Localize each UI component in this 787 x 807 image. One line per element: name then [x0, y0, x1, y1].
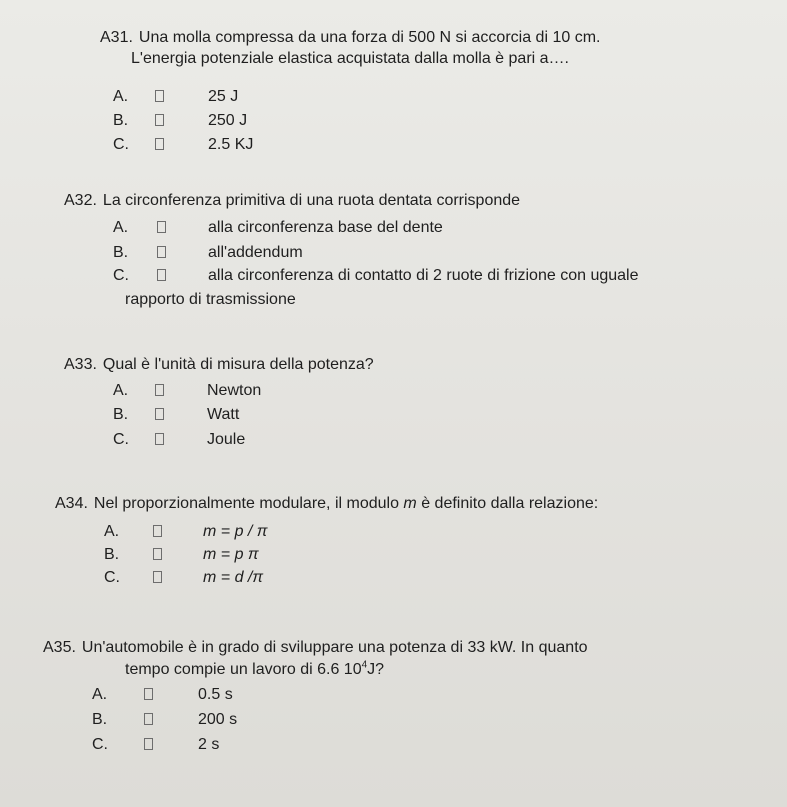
- option-c[interactable]: [113, 266, 753, 285]
- option-a[interactable]: [113, 87, 413, 106]
- option-b[interactable]: [113, 405, 413, 424]
- option-text: alla circonferenza di contatto di 2 ruote di frizione con uguale: [208, 267, 639, 284]
- option-letter: A.: [92, 686, 108, 703]
- option-c[interactable]: [113, 135, 413, 154]
- checkbox-icon[interactable]: [155, 90, 164, 102]
- checkbox-icon[interactable]: [157, 221, 166, 233]
- option-letter: B.: [104, 546, 120, 563]
- question-number: A35.: [43, 639, 76, 656]
- question-a35: [43, 638, 778, 657]
- option-c[interactable]: [113, 430, 413, 449]
- question-line-1-pre: Nel proporzionalmente modulare, il modulo: [93, 495, 404, 512]
- question-a32: [64, 191, 764, 210]
- option-a[interactable]: [113, 218, 713, 237]
- question-line-1: Un'automobile è in grado di sviluppare una potenza di 33 kW. In quanto: [81, 639, 588, 656]
- checkbox-icon[interactable]: [157, 269, 166, 281]
- option-b[interactable]: [92, 710, 392, 729]
- option-text: all'addendum: [208, 244, 303, 261]
- question-line-1: Una molla compressa da una forza di 500 N si accorcia di 10 cm.: [138, 29, 601, 46]
- option-continuation: rapporto di trasmissione: [125, 291, 296, 308]
- question-line-1-post: è definito dalla relazione:: [416, 495, 599, 512]
- question-number: A34.: [55, 495, 88, 512]
- question-text: [64, 191, 764, 210]
- checkbox-icon[interactable]: [157, 246, 166, 258]
- question-a33: [64, 355, 764, 374]
- option-letter: A.: [113, 88, 129, 105]
- question-text: [55, 494, 775, 513]
- option-letter: B.: [113, 244, 129, 261]
- question-number: A32.: [64, 192, 97, 209]
- option-text: 2 s: [198, 736, 220, 753]
- checkbox-icon[interactable]: [144, 738, 153, 750]
- question-line-2: tempo compie un lavoro di 6.6 $10^4J$?: [125, 659, 385, 678]
- checkbox-icon[interactable]: [155, 384, 164, 396]
- option-c[interactable]: [92, 735, 392, 754]
- question-a31: [100, 28, 770, 47]
- option-b[interactable]: [113, 243, 713, 262]
- checkbox-icon[interactable]: [155, 433, 164, 445]
- option-text: Joule: [207, 431, 246, 448]
- checkbox-icon[interactable]: [155, 114, 164, 126]
- question-number: A33.: [64, 356, 97, 373]
- question-line-1: Qual è l'unità di misura della potenza?: [102, 356, 374, 373]
- option-letter: A.: [104, 523, 120, 540]
- option-c[interactable]: [104, 568, 404, 587]
- option-a[interactable]: [92, 685, 392, 704]
- option-letter: A.: [113, 382, 129, 399]
- checkbox-icon[interactable]: [155, 408, 164, 420]
- option-text: 25 J: [208, 88, 239, 105]
- option-formula: m = d /π: [203, 569, 264, 586]
- question-a34: [55, 494, 775, 513]
- option-letter: C.: [104, 569, 120, 586]
- question-a31-line2: [131, 49, 771, 68]
- option-letter: B.: [113, 406, 129, 423]
- option-b[interactable]: [113, 111, 413, 130]
- option-text: Watt: [207, 406, 240, 423]
- option-letter: A.: [113, 219, 129, 236]
- checkbox-icon[interactable]: [153, 525, 162, 537]
- question-line-2: L'energia potenziale elastica acquistata dalla molla è pari a….: [131, 50, 569, 67]
- checkbox-icon[interactable]: [153, 548, 162, 560]
- checkbox-icon[interactable]: [144, 713, 153, 725]
- option-text: Newton: [207, 382, 262, 399]
- question-number: A31.: [100, 29, 133, 46]
- option-letter: C.: [113, 267, 129, 284]
- question-line-1: La circonferenza primitiva di una ruota dentata corrisponde: [102, 192, 521, 209]
- question-a35-line2: [125, 660, 725, 679]
- option-letter: C.: [92, 736, 108, 753]
- variable-m: m: [403, 495, 417, 512]
- exponent: 4: [361, 659, 368, 671]
- option-letter: B.: [92, 711, 108, 728]
- checkbox-icon[interactable]: [155, 138, 164, 150]
- option-formula: m = p / π: [203, 523, 268, 540]
- option-formula: m = p π: [203, 546, 259, 563]
- option-text: 250 J: [208, 112, 248, 129]
- checkbox-icon[interactable]: [153, 571, 162, 583]
- option-text: alla circonferenza base del dente: [208, 219, 443, 236]
- option-text: 2.5 KJ: [208, 136, 254, 153]
- question-text: [43, 638, 778, 657]
- option-a[interactable]: [104, 522, 404, 541]
- option-letter: B.: [113, 112, 129, 129]
- option-letter: C.: [113, 136, 129, 153]
- option-text: 200 s: [198, 711, 238, 728]
- option-letter: C.: [113, 431, 129, 448]
- option-a[interactable]: [113, 381, 413, 400]
- question-text: [100, 28, 770, 47]
- option-b[interactable]: [104, 545, 404, 564]
- checkbox-icon[interactable]: [144, 688, 153, 700]
- option-text: 0.5 s: [198, 686, 233, 703]
- question-text: [64, 355, 764, 374]
